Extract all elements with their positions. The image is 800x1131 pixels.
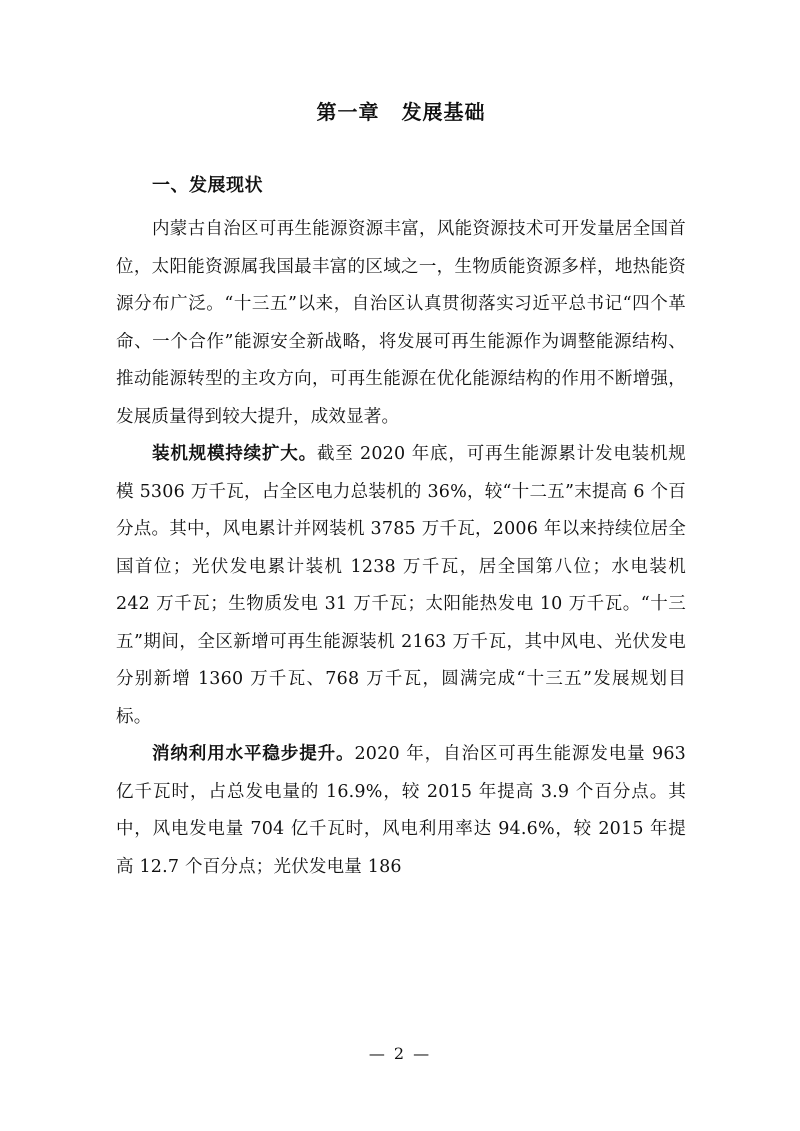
paragraph-lead: 装机规模持续扩大。: [152, 444, 317, 464]
paragraph-capacity-growth: [116, 436, 686, 736]
chapter-title-prefix: 第一章: [316, 100, 380, 124]
paragraph-text: 2020 年，自治区可再生能源发电量 963 亿千瓦时，占总发电量的 16.9%，较 2015 年提高 3.9 个百分点。其中，风电发电量 704 亿千瓦时，风电利用率达 94.6%，较 2015 年提高 12.7 个百分点；光伏发电量 186: [116, 744, 687, 877]
paragraph-text: 内蒙古自治区可再生能源资源丰富，风能资源技术可开发量居全国首位，太阳能资源属我国最丰富的区域之一，生物质能资源多样，地热能资源分布广泛。“十三五”以来，自治区认真贯彻落实习近平总书记“四个革命、一个合作”能源安全新战略，将发展可再生能源作为调整能源结构、推动能源转型的主攻方向，可再生能源在优化能源结构的作用不断增强，发展质量得到较大提升，成效显著。: [116, 219, 686, 427]
chapter-title: [116, 96, 686, 125]
section-heading: 一、发展现状: [152, 175, 263, 196]
paragraph-consumption-level: [116, 736, 686, 886]
page-number: — 2 —: [368, 1044, 432, 1063]
paragraph-text: 截至 2020 年底，可再生能源累计发电装机规模 5306 万千瓦，占全区电力总装机的 36%，较“十二五”末提高 6 个百分点。其中，风电累计并网装机 3785 万千瓦，2006 年以来持续位居全国首位；光伏发电累计装机 1238 万千瓦，居全国第八位；水电装机 242 万千瓦；生物质发电 31 万千瓦；太阳能热发电 10 万千瓦。“十三五”期间，全区新增可再生能源装机 2163 万千瓦，其中风电、光伏发电分别新增 1360 万千瓦、768 万千瓦，圆满完成“十三五”发展规划目标。: [116, 444, 686, 727]
paragraph-current-status: [116, 211, 686, 436]
page-content: [116, 96, 686, 886]
paragraph-lead: 消纳利用水平稳步提升。: [152, 744, 355, 764]
chapter-title-name: 发展基础: [401, 100, 486, 124]
